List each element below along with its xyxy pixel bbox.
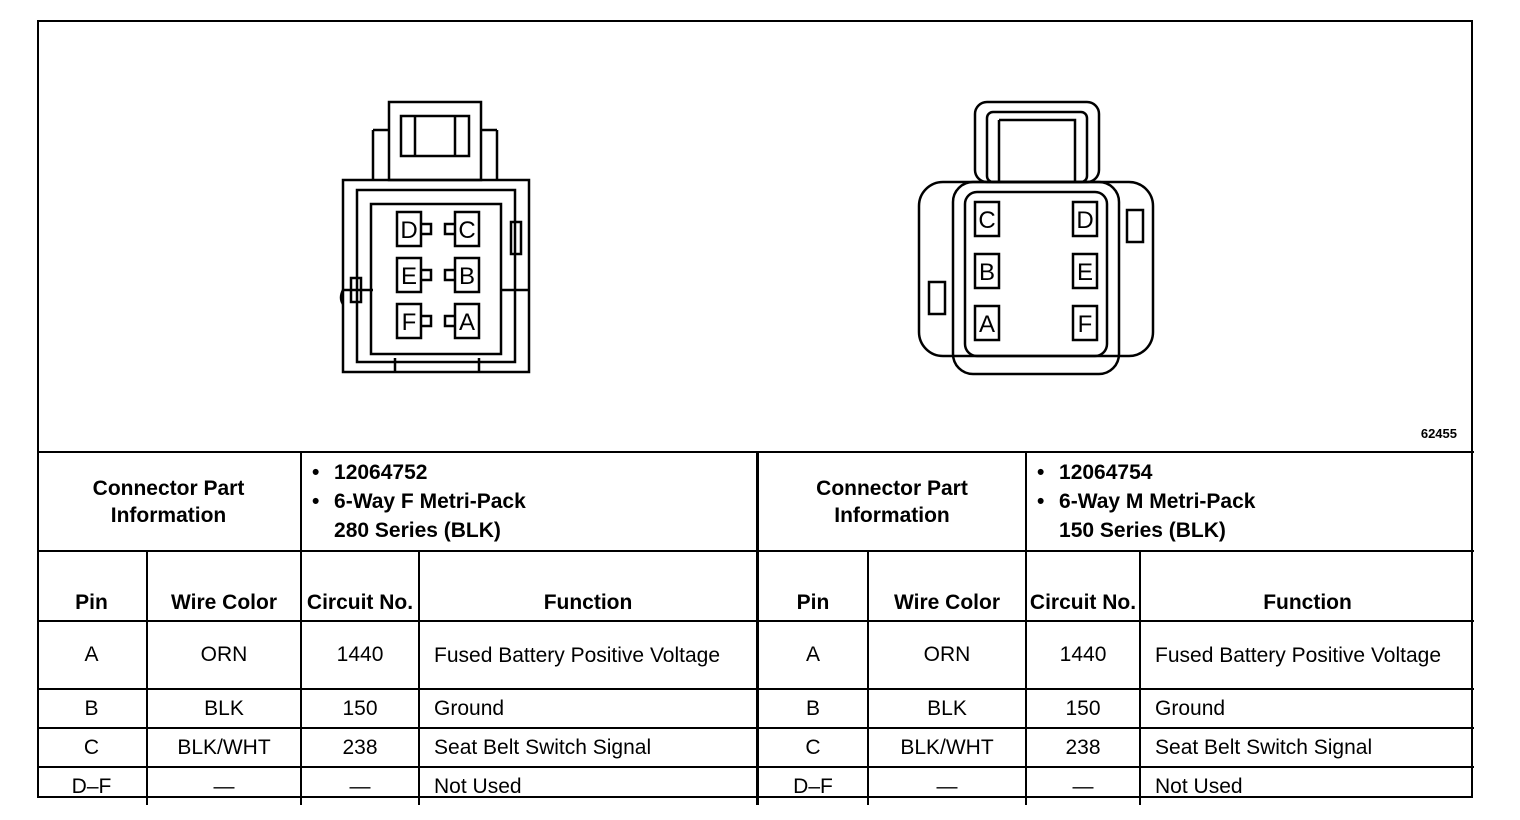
- header-wire-color: Wire Color: [147, 551, 301, 621]
- header-pin: Pin: [758, 551, 868, 621]
- pin-cell: B: [37, 689, 147, 728]
- table-row: [37, 621, 757, 689]
- male-connector-drawing: [919, 102, 1153, 374]
- circuit-cell: 238: [1026, 728, 1140, 767]
- part-number: • 12064752: [334, 458, 756, 487]
- part-info: [1026, 452, 1474, 551]
- wire-cell: ORN: [147, 621, 301, 689]
- header-pin: Pin: [37, 551, 147, 621]
- pin-cell: A: [37, 621, 147, 689]
- table-row: [37, 689, 757, 728]
- male-pin-label: D: [1076, 207, 1094, 234]
- wire-cell: BLK: [147, 689, 301, 728]
- function-cell: Not Used: [1140, 767, 1474, 805]
- female-connector-drawing: [341, 102, 529, 372]
- function-cell: Ground: [419, 689, 757, 728]
- female-pin-label: A: [458, 309, 476, 336]
- wire-cell: BLK/WHT: [868, 728, 1026, 767]
- figure-number: 62455: [1420, 426, 1457, 441]
- circuit-cell: 238: [301, 728, 419, 767]
- function-cell: Seat Belt Switch Signal: [419, 728, 757, 767]
- male-pin-label: A: [978, 311, 996, 338]
- male-pin-label: C: [978, 207, 996, 234]
- wire-cell: BLK/WHT: [147, 728, 301, 767]
- female-connector-table: [37, 451, 758, 805]
- connector-drawings: [39, 22, 1471, 450]
- pin-cell: C: [37, 728, 147, 767]
- male-pin-label: F: [1077, 311, 1093, 338]
- header-function: Function: [1140, 551, 1474, 621]
- part-description: • 6-Way F Metri-Pack 280 Series (BLK): [334, 487, 756, 545]
- function-cell: Seat Belt Switch Signal: [1140, 728, 1474, 767]
- wire-cell: —: [147, 767, 301, 805]
- table-row: [758, 689, 1474, 728]
- part-description: • 6-Way M Metri-Pack 150 Series (BLK): [1059, 487, 1474, 545]
- function-cell: Ground: [1140, 689, 1474, 728]
- table-row: [37, 728, 757, 767]
- pin-cell: B: [758, 689, 868, 728]
- female-pin-label: C: [458, 217, 476, 244]
- part-number: • 12064754: [1059, 458, 1474, 487]
- male-pin-label: E: [1076, 259, 1094, 286]
- table-row: [758, 728, 1474, 767]
- wire-cell: BLK: [868, 689, 1026, 728]
- function-cell: Fused Battery Positive Voltage: [1140, 621, 1474, 689]
- function-cell: Fused Battery Positive Voltage: [419, 621, 757, 689]
- circuit-cell: 1440: [301, 621, 419, 689]
- pin-cell: D–F: [758, 767, 868, 805]
- table-row: [758, 767, 1474, 805]
- female-pin-label: D: [400, 217, 418, 244]
- wire-cell: ORN: [868, 621, 1026, 689]
- function-cell: Not Used: [419, 767, 757, 805]
- info-label: Connector Part Information: [758, 452, 1026, 551]
- circuit-cell: 150: [1026, 689, 1140, 728]
- circuit-cell: —: [1026, 767, 1140, 805]
- header-circuit: Circuit No.: [1026, 551, 1140, 621]
- female-pin-label: E: [400, 263, 418, 290]
- circuit-cell: 150: [301, 689, 419, 728]
- part-info: [301, 452, 757, 551]
- male-connector-table: [757, 451, 1474, 805]
- female-pin-label: B: [458, 263, 476, 290]
- circuit-cell: 1440: [1026, 621, 1140, 689]
- circuit-cell: —: [301, 767, 419, 805]
- pin-cell: D–F: [37, 767, 147, 805]
- header-circuit: Circuit No.: [301, 551, 419, 621]
- female-pin-label: F: [401, 309, 417, 336]
- male-pin-labels: [978, 207, 1093, 338]
- male-pin-label: B: [978, 259, 996, 286]
- diagram-frame: [37, 20, 1473, 798]
- header-wire-color: Wire Color: [868, 551, 1026, 621]
- pin-cell: C: [758, 728, 868, 767]
- wire-cell: —: [868, 767, 1026, 805]
- table-row: [37, 767, 757, 805]
- info-label: Connector Part Information: [37, 452, 301, 551]
- female-pin-labels: [400, 217, 475, 336]
- table-row: [758, 621, 1474, 689]
- header-function: Function: [419, 551, 757, 621]
- pin-cell: A: [758, 621, 868, 689]
